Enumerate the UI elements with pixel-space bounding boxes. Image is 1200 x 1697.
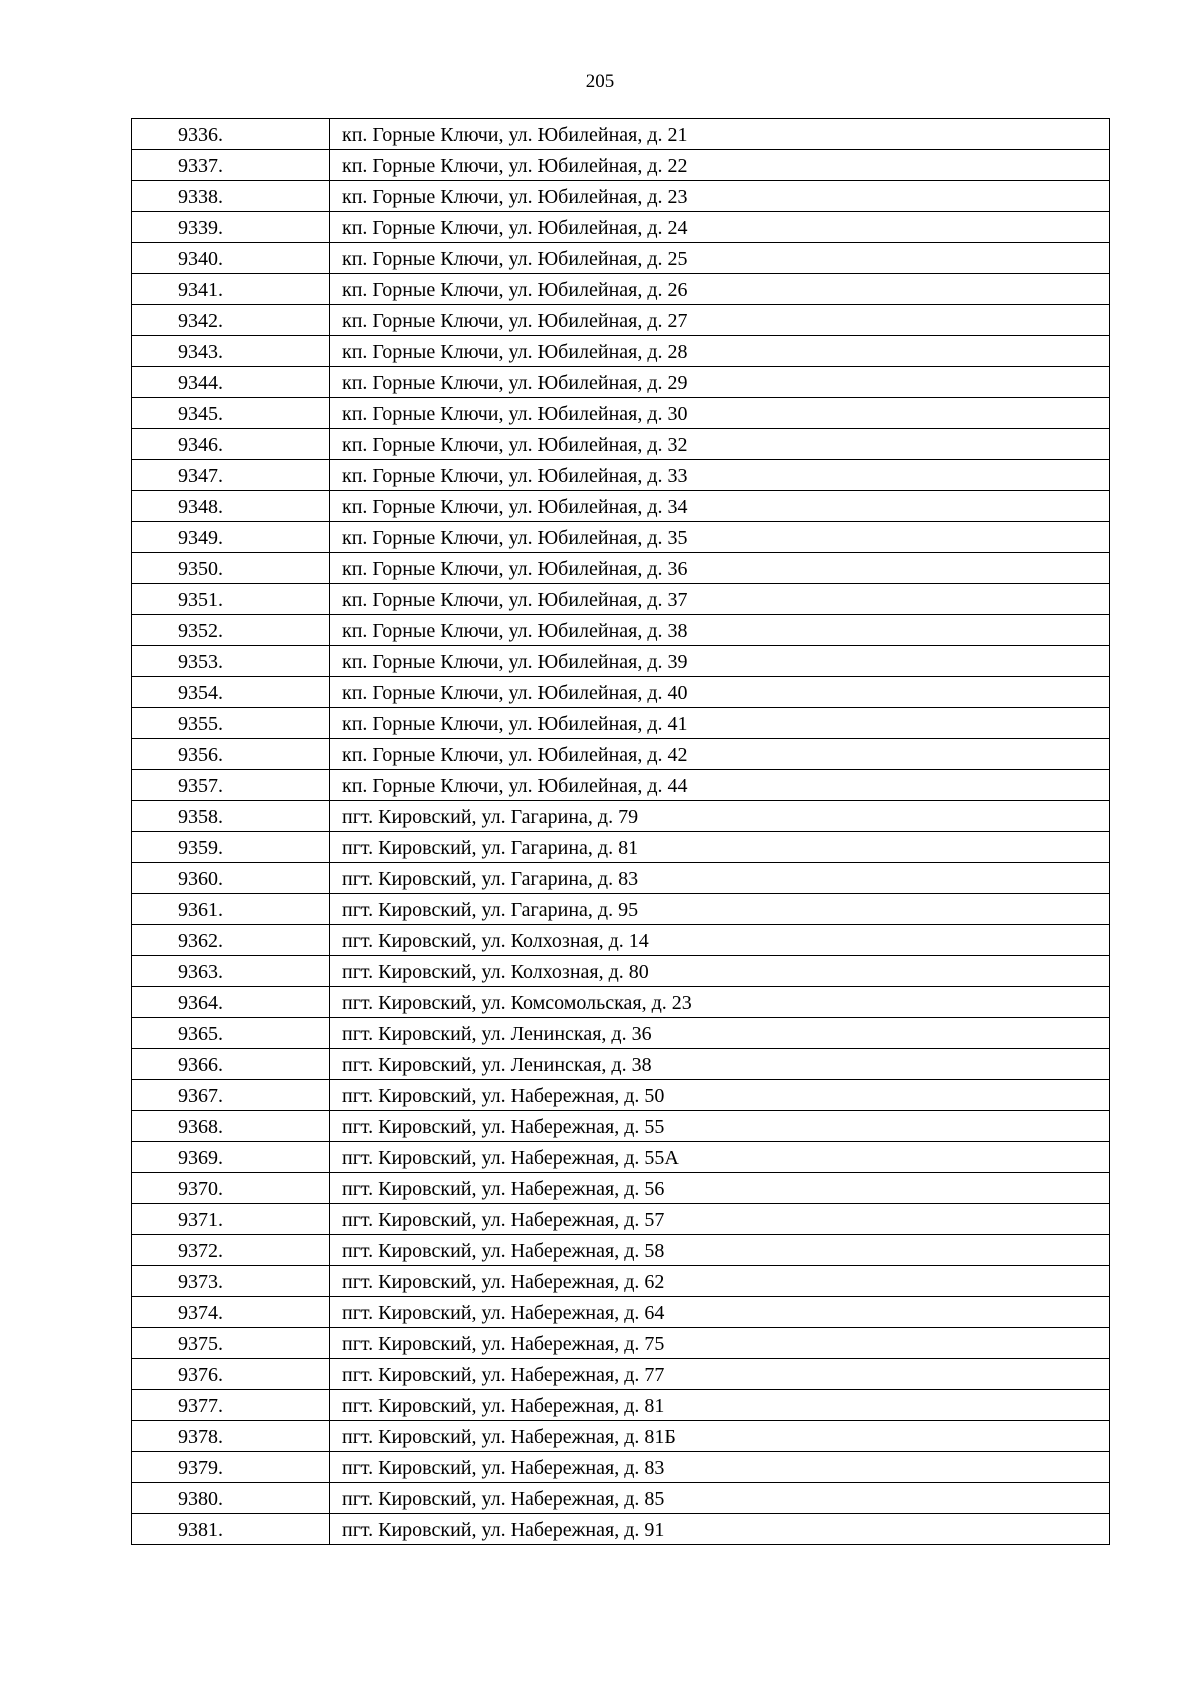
row-address: пгт. Кировский, ул. Гагарина, д. 95 [330,894,1110,925]
table-row [132,212,1110,243]
row-number: 9375. [132,1328,330,1359]
table-row [132,1266,1110,1297]
row-number: 9360. [132,863,330,894]
table-row [132,987,1110,1018]
row-address: пгт. Кировский, ул. Набережная, д. 58 [330,1235,1110,1266]
row-address: пгт. Кировский, ул. Набережная, д. 64 [330,1297,1110,1328]
table-row [132,274,1110,305]
row-address: кп. Горные Ключи, ул. Юбилейная, д. 21 [330,119,1110,150]
row-number: 9372. [132,1235,330,1266]
table-row [132,708,1110,739]
row-address: кп. Горные Ключи, ул. Юбилейная, д. 42 [330,739,1110,770]
table-row [132,1049,1110,1080]
table-row [132,243,1110,274]
row-number: 9352. [132,615,330,646]
table-row [132,1204,1110,1235]
row-number: 9370. [132,1173,330,1204]
row-number: 9366. [132,1049,330,1080]
page-number: 205 [585,71,615,92]
row-number: 9340. [132,243,330,274]
row-number: 9339. [132,212,330,243]
row-number: 9350. [132,553,330,584]
table-row [132,925,1110,956]
row-address: пгт. Кировский, ул. Набережная, д. 56 [330,1173,1110,1204]
row-address: пгт. Кировский, ул. Набережная, д. 85 [330,1483,1110,1514]
row-address: пгт. Кировский, ул. Набережная, д. 81 [330,1390,1110,1421]
table-row [132,1018,1110,1049]
table-row [132,1235,1110,1266]
row-address: пгт. Кировский, ул. Колхозная, д. 80 [330,956,1110,987]
row-number: 9367. [132,1080,330,1111]
row-address: кп. Горные Ключи, ул. Юбилейная, д. 28 [330,336,1110,367]
row-number: 9344. [132,367,330,398]
table-row [132,398,1110,429]
row-address: кп. Горные Ключи, ул. Юбилейная, д. 34 [330,491,1110,522]
row-address: кп. Горные Ключи, ул. Юбилейная, д. 32 [330,429,1110,460]
row-number: 9354. [132,677,330,708]
row-number: 9363. [132,956,330,987]
table-row [132,1080,1110,1111]
row-address: пгт. Кировский, ул. Гагарина, д. 83 [330,863,1110,894]
table-body [132,119,1110,1545]
table-row [132,1483,1110,1514]
row-number: 9336. [132,119,330,150]
row-address: кп. Горные Ключи, ул. Юбилейная, д. 37 [330,584,1110,615]
table-row [132,832,1110,863]
row-address: пгт. Кировский, ул. Набережная, д. 83 [330,1452,1110,1483]
row-address: пгт. Кировский, ул. Набережная, д. 91 [330,1514,1110,1545]
row-address: кп. Горные Ключи, ул. Юбилейная, д. 35 [330,522,1110,553]
table-row [132,615,1110,646]
row-number: 9359. [132,832,330,863]
row-number: 9357. [132,770,330,801]
row-number: 9337. [132,150,330,181]
row-address: пгт. Кировский, ул. Гагарина, д. 79 [330,801,1110,832]
row-number: 9368. [132,1111,330,1142]
row-address: пгт. Кировский, ул. Ленинская, д. 36 [330,1018,1110,1049]
row-number: 9379. [132,1452,330,1483]
row-number: 9374. [132,1297,330,1328]
table-row [132,1421,1110,1452]
row-number: 9361. [132,894,330,925]
row-number: 9378. [132,1421,330,1452]
table-row [132,1111,1110,1142]
row-number: 9353. [132,646,330,677]
row-number: 9380. [132,1483,330,1514]
row-number: 9381. [132,1514,330,1545]
table-row [132,584,1110,615]
table-row [132,1142,1110,1173]
row-number: 9338. [132,181,330,212]
row-address: кп. Горные Ключи, ул. Юбилейная, д. 41 [330,708,1110,739]
row-address: пгт. Кировский, ул. Комсомольская, д. 23 [330,987,1110,1018]
row-number: 9347. [132,460,330,491]
row-number: 9346. [132,429,330,460]
row-number: 9341. [132,274,330,305]
row-address: кп. Горные Ключи, ул. Юбилейная, д. 25 [330,243,1110,274]
table-row [132,1359,1110,1390]
table-row [132,739,1110,770]
row-number: 9348. [132,491,330,522]
row-number: 9362. [132,925,330,956]
address-table [131,118,1110,1545]
row-address: кп. Горные Ключи, ул. Юбилейная, д. 38 [330,615,1110,646]
row-number: 9351. [132,584,330,615]
row-number: 9369. [132,1142,330,1173]
table-row [132,1328,1110,1359]
table-row [132,367,1110,398]
row-number: 9377. [132,1390,330,1421]
table-row [132,770,1110,801]
row-address: пгт. Кировский, ул. Ленинская, д. 38 [330,1049,1110,1080]
row-address: кп. Горные Ключи, ул. Юбилейная, д. 23 [330,181,1110,212]
row-number: 9356. [132,739,330,770]
row-number: 9365. [132,1018,330,1049]
table-row [132,305,1110,336]
table-row [132,553,1110,584]
row-address: кп. Горные Ключи, ул. Юбилейная, д. 40 [330,677,1110,708]
table-row [132,956,1110,987]
table-row [132,429,1110,460]
table-row [132,119,1110,150]
row-address: пгт. Кировский, ул. Гагарина, д. 81 [330,832,1110,863]
row-number: 9373. [132,1266,330,1297]
row-address: пгт. Кировский, ул. Набережная, д. 81Б [330,1421,1110,1452]
row-address: пгт. Кировский, ул. Набережная, д. 77 [330,1359,1110,1390]
row-address: кп. Горные Ключи, ул. Юбилейная, д. 27 [330,305,1110,336]
table-row [132,646,1110,677]
row-address: пгт. Кировский, ул. Набережная, д. 55 [330,1111,1110,1142]
row-address: кп. Горные Ключи, ул. Юбилейная, д. 36 [330,553,1110,584]
row-number: 9376. [132,1359,330,1390]
row-address: пгт. Кировский, ул. Набережная, д. 62 [330,1266,1110,1297]
table-row [132,1297,1110,1328]
table-row [132,522,1110,553]
row-address: кп. Горные Ключи, ул. Юбилейная, д. 29 [330,367,1110,398]
row-number: 9355. [132,708,330,739]
table-row [132,1514,1110,1545]
row-address: кп. Горные Ключи, ул. Юбилейная, д. 26 [330,274,1110,305]
table-row [132,894,1110,925]
row-address: кп. Горные Ключи, ул. Юбилейная, д. 24 [330,212,1110,243]
row-number: 9371. [132,1204,330,1235]
row-address: кп. Горные Ключи, ул. Юбилейная, д. 39 [330,646,1110,677]
row-number: 9342. [132,305,330,336]
row-address: кп. Горные Ключи, ул. Юбилейная, д. 22 [330,150,1110,181]
table-row [132,491,1110,522]
row-address: пгт. Кировский, ул. Набережная, д. 50 [330,1080,1110,1111]
table-row [132,801,1110,832]
row-number: 9364. [132,987,330,1018]
table-row [132,460,1110,491]
row-address: кп. Горные Ключи, ул. Юбилейная, д. 30 [330,398,1110,429]
row-address: пгт. Кировский, ул. Набережная, д. 75 [330,1328,1110,1359]
table-row [132,1452,1110,1483]
table-row [132,150,1110,181]
table-row [132,181,1110,212]
row-address: пгт. Кировский, ул. Колхозная, д. 14 [330,925,1110,956]
row-number: 9358. [132,801,330,832]
table-row [132,1173,1110,1204]
row-number: 9349. [132,522,330,553]
row-number: 9343. [132,336,330,367]
table-row [132,1390,1110,1421]
table-row [132,336,1110,367]
row-address: кп. Горные Ключи, ул. Юбилейная, д. 33 [330,460,1110,491]
row-number: 9345. [132,398,330,429]
table-row [132,863,1110,894]
row-address: пгт. Кировский, ул. Набережная, д. 55А [330,1142,1110,1173]
row-address: пгт. Кировский, ул. Набережная, д. 57 [330,1204,1110,1235]
row-address: кп. Горные Ключи, ул. Юбилейная, д. 44 [330,770,1110,801]
table-row [132,677,1110,708]
